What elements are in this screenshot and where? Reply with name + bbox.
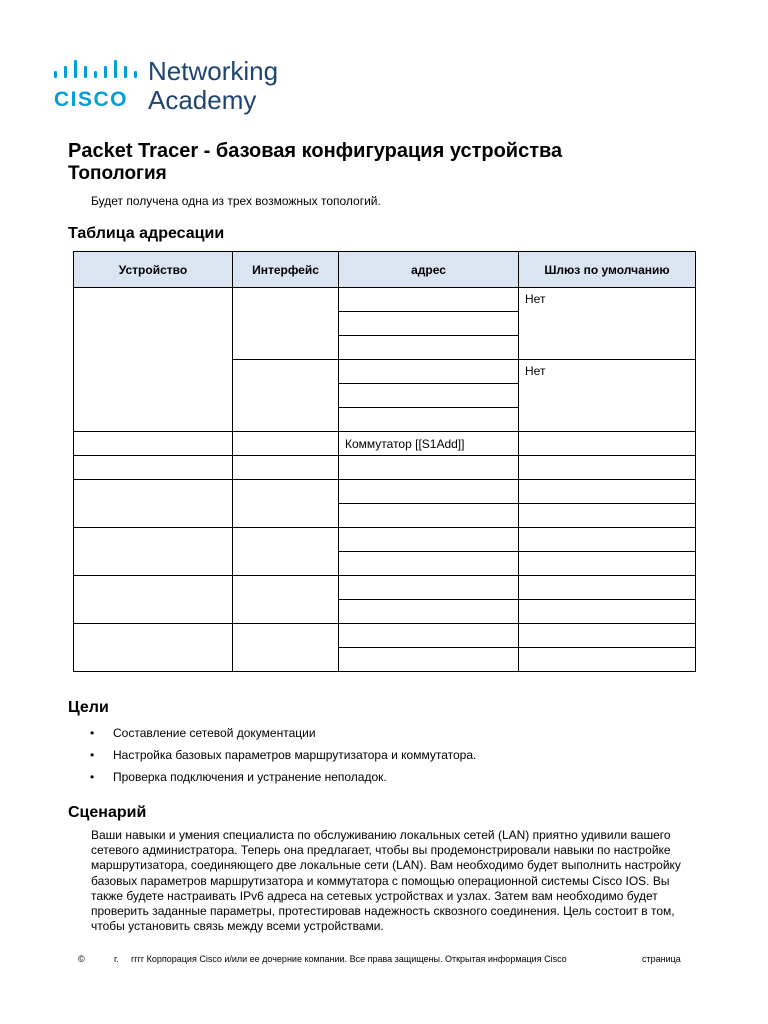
logo-networking-text: Networking xyxy=(148,56,279,86)
gateway-cell-none: Нет xyxy=(519,288,696,360)
table-cell xyxy=(339,312,519,336)
table-cell xyxy=(74,480,233,528)
table-cell xyxy=(519,576,696,600)
table-row xyxy=(74,288,696,312)
logo-academy-text: Academy xyxy=(148,85,257,115)
table-cell xyxy=(339,384,519,408)
table-cell xyxy=(519,480,696,504)
table-cell xyxy=(339,480,519,504)
table-cell xyxy=(74,528,233,576)
column-header-device: Устройство xyxy=(74,252,233,288)
table-cell xyxy=(233,432,339,456)
table-row xyxy=(74,480,696,504)
goals-list xyxy=(90,722,476,788)
table-cell xyxy=(339,360,519,384)
table-cell xyxy=(339,408,519,432)
table-cell xyxy=(339,552,519,576)
table-cell xyxy=(233,456,339,480)
table-cell xyxy=(74,288,233,432)
cisco-bars-icon xyxy=(52,56,144,82)
column-header-gateway: Шлюз по умолчанию xyxy=(519,252,696,288)
table-row xyxy=(74,528,696,552)
table-cell xyxy=(233,480,339,528)
table-cell xyxy=(339,504,519,528)
table-row xyxy=(74,624,696,648)
table-cell xyxy=(339,576,519,600)
scenario-text: Ваши навыки и умения специалиста по обслуживанию локальных сетей (LAN) приятно удивили вашего сетевого администратора. Теперь она предлагает, чтобы вы продемонстрировали навыки по настройке маршрутизатора, соединяющего две локальные сети (LAN). Вам необходимо будет выполнить настройку базовых параметров маршрутизатора и коммутатора с помощью операционной системы Cisco IOS. Вы также будете настраивать IPv6 адреса на сетевых устройствах и узлах. Затем вам необходимо будет проверить заданные параметры, протестировав надежность сквозного соединения. Цель состоит в том, чтобы установить связь между всеми устройствами. xyxy=(91,828,681,934)
topology-note: Будет получена одна из трех возможных топологий. xyxy=(91,194,381,208)
table-cell xyxy=(233,624,339,672)
table-row xyxy=(74,576,696,600)
gateway-cell-none: Нет xyxy=(519,360,696,432)
table-cell xyxy=(233,288,339,360)
list-item: • Составление сетевой документации xyxy=(90,722,476,744)
footer-company: гггг Корпорация Cisco и/или ее дочерние компании. Все права защищены. Открытая информация Cisco xyxy=(131,954,567,964)
table-cell xyxy=(233,360,339,432)
page-title: Packet Tracer - базовая конфигурация устройства xyxy=(68,140,563,162)
table-header-row xyxy=(74,252,696,288)
table-cell xyxy=(74,576,233,624)
goals-heading: Цели xyxy=(68,699,109,716)
table-cell xyxy=(339,456,519,480)
table-cell xyxy=(339,624,519,648)
table-cell xyxy=(519,648,696,672)
table-row xyxy=(74,432,696,456)
footer-year: г. xyxy=(114,954,119,964)
column-header-address: адрес xyxy=(339,252,519,288)
table-cell xyxy=(519,552,696,576)
list-item: • Проверка подключения и устранение неполадок. xyxy=(90,766,476,788)
column-header-interface: Интерфейс xyxy=(233,252,339,288)
table-cell xyxy=(339,600,519,624)
table-cell xyxy=(74,432,233,456)
footer-copyright: © xyxy=(78,954,85,964)
logo-cisco-wordmark: CISCO xyxy=(54,88,129,111)
addressing-table-heading: Таблица адресации xyxy=(68,225,225,242)
table-cell xyxy=(339,336,519,360)
footer-page: страница xyxy=(642,954,681,964)
table-cell xyxy=(233,576,339,624)
list-item: • Настройка базовых параметров маршрутизатора и коммутатора. xyxy=(90,744,476,766)
topology-heading: Топология xyxy=(68,163,167,184)
table-cell xyxy=(519,528,696,552)
scenario-heading: Сценарий xyxy=(68,804,147,821)
table-cell xyxy=(233,528,339,576)
table-cell xyxy=(339,288,519,312)
table-cell xyxy=(519,456,696,480)
table-cell xyxy=(74,624,233,672)
table-cell xyxy=(74,456,233,480)
table-cell xyxy=(339,648,519,672)
table-cell xyxy=(519,504,696,528)
table-row xyxy=(74,456,696,480)
table-cell xyxy=(519,600,696,624)
addressing-table xyxy=(73,251,696,672)
switch-address-cell: Коммутатор [[S1Add]] xyxy=(339,432,519,456)
table-cell xyxy=(339,528,519,552)
cisco-networking-academy-logo xyxy=(52,56,312,116)
table-cell xyxy=(519,432,696,456)
table-cell xyxy=(519,624,696,648)
